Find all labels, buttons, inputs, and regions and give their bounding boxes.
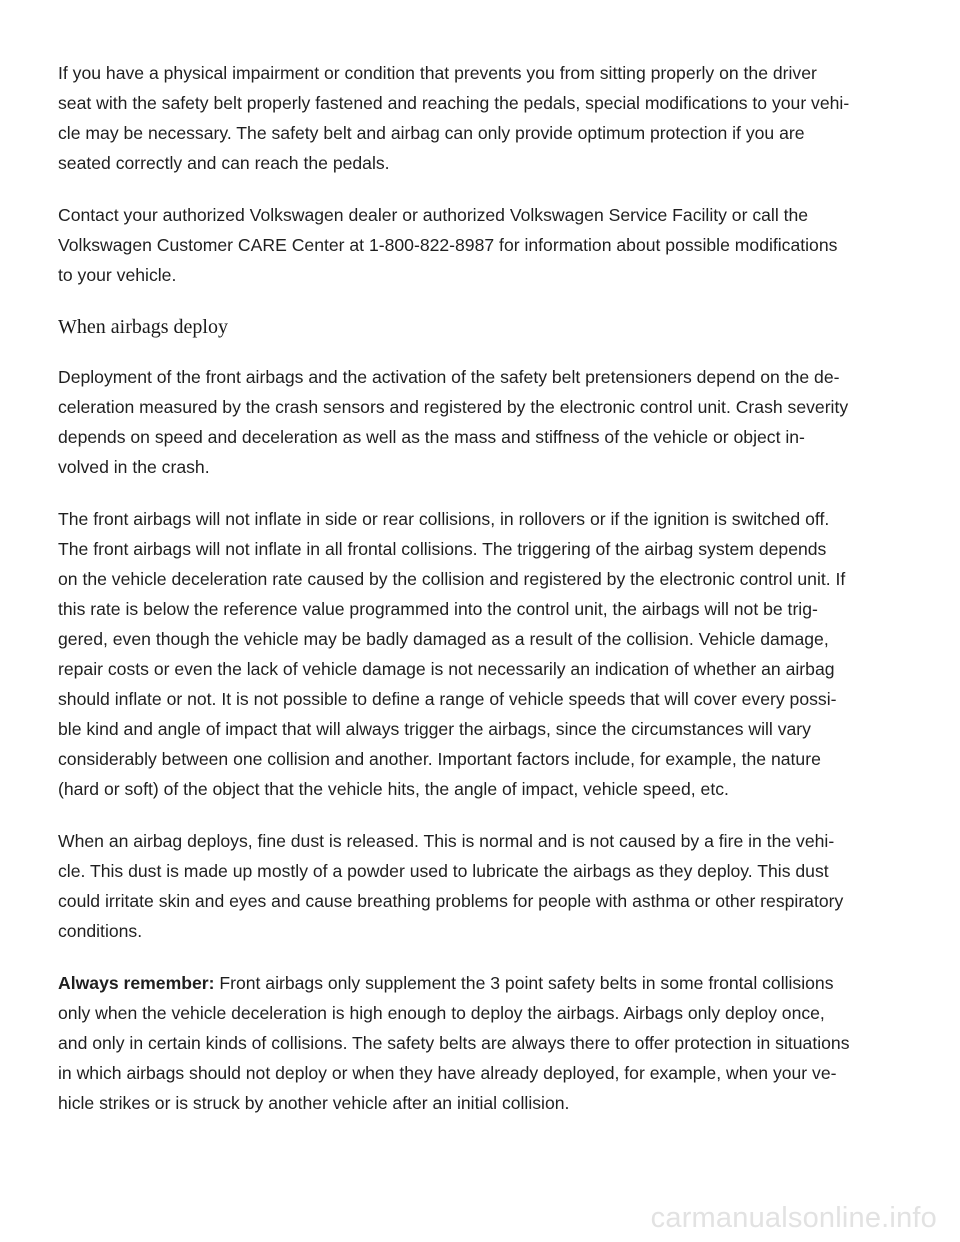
text-line: celeration measured by the crash sensors and registered by the electronic control unit. Crash severity [58, 397, 849, 417]
paragraph-always-remember [58, 968, 908, 1118]
paragraph-special-modifications [58, 58, 908, 178]
text-line: ble kind and angle of impact that will always trigger the airbags, since the circumstances will vary [58, 719, 811, 739]
text-line: Deployment of the front airbags and the activation of the safety belt pretensioners depend on the de- [58, 367, 840, 387]
text-line: conditions. [58, 921, 143, 941]
text-line: Contact your authorized Volkswagen dealer or authorized Volkswagen Service Facility or call the [58, 205, 809, 225]
text-line: this rate is below the reference value programmed into the control unit, the airbags will not be trig- [58, 599, 818, 619]
text-line: to your vehicle. [58, 265, 177, 285]
text-line: Volkswagen Customer CARE Center at 1-800-822-8987 for information about possible modifications [58, 235, 838, 255]
text-line: and only in certain kinds of collisions. The safety belts are always there to offer protection in situations [58, 1033, 850, 1053]
text-line: The front airbags will not inflate in all frontal collisions. The triggering of the airbag system depends [58, 539, 827, 559]
text-line: repair costs or even the lack of vehicle damage is not necessarily an indication of whether an airbag [58, 659, 835, 679]
text-line: gered, even though the vehicle may be badly damaged as a result of the collision. Vehicle damage, [58, 629, 829, 649]
text-line: cle. This dust is made up mostly of a powder used to lubricate the airbags as they deploy. This dust [58, 861, 829, 881]
text-line: (hard or soft) of the object that the vehicle hits, the angle of impact, vehicle speed, etc. [58, 779, 729, 799]
watermark: carmanualsonline.info [650, 1202, 937, 1234]
manual-page [58, 58, 908, 1118]
section-heading: When airbags deploy [58, 316, 228, 338]
text-line: depends on speed and deceleration as well as the mass and stiffness of the vehicle or object in- [58, 427, 805, 447]
text-line: on the vehicle deceleration rate caused by the collision and registered by the electronic control unit. If [58, 569, 846, 589]
text-line: in which airbags should not deploy or when they have already deployed, for example, when your ve- [58, 1063, 837, 1083]
text-line: considerably between one collision and another. Important factors include, for example, the nature [58, 749, 821, 769]
text-line: seated correctly and can reach the pedals. [58, 153, 390, 173]
text-line: hicle strikes or is struck by another vehicle after an initial collision. [58, 1093, 570, 1113]
always-remember-label: Always remember: [58, 973, 215, 993]
paragraph-deployment [58, 362, 908, 482]
always-remember-text: Front airbags only supplement the 3 point safety belts in some frontal collisions [214, 973, 834, 993]
text-line: The front airbags will not inflate in side or rear collisions, in rollovers or if the ignition is switched off. [58, 509, 830, 529]
paragraph-fine-dust [58, 826, 908, 946]
text-line: When an airbag deploys, fine dust is released. This is normal and is not caused by a fire in the vehi- [58, 831, 835, 851]
text-line: should inflate or not. It is not possible to define a range of vehicle speeds that will cover every possi- [58, 689, 837, 709]
paragraph-no-inflation [58, 504, 908, 804]
text-line [58, 968, 908, 998]
paragraph-contact-dealer [58, 200, 908, 290]
text-line: only when the vehicle deceleration is high enough to deploy the airbags. Airbags only deploy once, [58, 1003, 825, 1023]
text-line: could irritate skin and eyes and cause breathing problems for people with asthma or other respiratory [58, 891, 844, 911]
text-line: cle may be necessary. The safety belt and airbag can only provide optimum protection if you are [58, 123, 805, 143]
text-line: If you have a physical impairment or condition that prevents you from sitting properly on the driver [58, 63, 817, 83]
text-line: volved in the crash. [58, 457, 210, 477]
text-line: seat with the safety belt properly fastened and reaching the pedals, special modifications to your vehi- [58, 93, 850, 113]
